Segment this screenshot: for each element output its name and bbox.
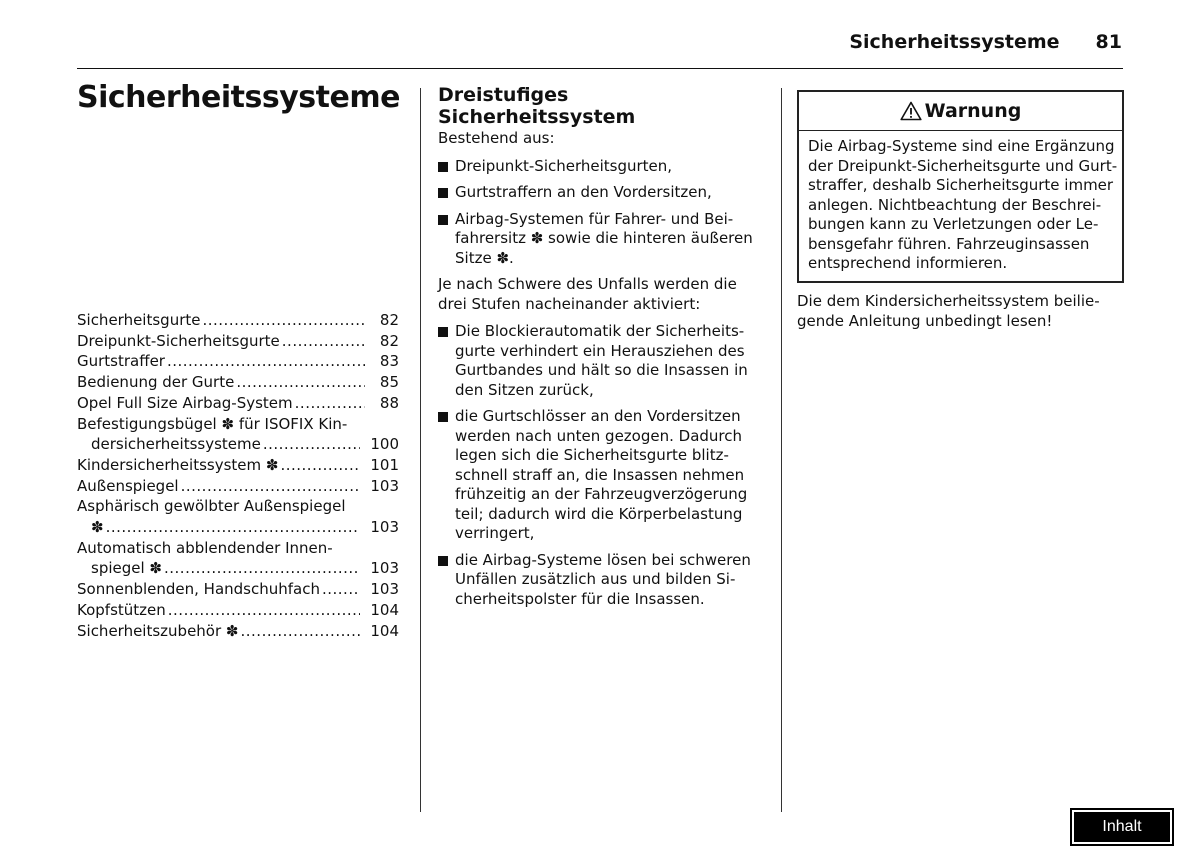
toc-entry-text: Sonnenblenden, Handschuhfach [77,580,320,599]
toc-page-number: 103 [370,476,399,495]
toc-page-number: 88 [379,393,399,412]
toc-entry-text: Sicherheitszubehör ✽ [77,621,239,640]
note-text-line: Die dem Kindersicherheitssystem beilie- [797,292,1100,310]
list-item [438,551,758,610]
warning-box [797,90,1124,283]
toc-entry[interactable] [77,476,399,497]
toc-entry-text: Außenspiegel [77,476,179,495]
toc-entry-text: Opel Full Size Airbag-System [77,393,293,412]
toc-line [77,351,399,372]
toc-entry-text: ✽ [91,518,104,537]
list-item-text: Airbag-Systemen für Fahrer- und Bei- [455,209,734,228]
toc-leader-dots [106,517,361,538]
bullet-square-icon [438,327,448,337]
warning-text-line: anlegen. Nichtbeachtung der Beschrei- [808,195,1102,214]
toc-entry[interactable] [77,621,399,642]
toc-entry-text: Sicherheitsgurte [77,311,201,329]
toc-page-number: 104 [370,600,399,619]
toc-entry[interactable] [77,372,399,393]
list-item-text: werden nach unten gezogen. Dadurch [455,426,742,445]
section-heading: Dreistufiges Sicherheitssystem [438,84,636,128]
list-item-text: legen sich die Sicherheitsgurte blitz- [455,446,729,464]
bullet-square-icon [438,412,448,422]
toc-page-number: 83 [379,352,399,371]
warning-text-line: der Dreipunkt-Sicherheitsgurte und Gurt- [808,156,1118,175]
inhalt-button-label: Inhalt [1102,818,1142,835]
stage-list [438,322,758,609]
inhalt-button[interactable] [1070,808,1174,846]
toc-leader-dots [322,579,360,600]
toc-line [77,558,399,579]
toc-page-number: 104 [370,621,399,640]
toc-page-number: 101 [370,455,399,474]
toc-page-number: 103 [370,518,399,537]
stages-intro-line: Je nach Schwere des Unfalls werden die [438,275,737,293]
toc-leader-dots [202,310,365,331]
toc-leader-dots [282,331,365,352]
column-divider [781,88,782,812]
list-item-text: fahrersitz ✽ sowie die hinteren äußeren [455,229,753,247]
list-item-text: Sitze ✽. [455,248,514,267]
toc-entry[interactable] [77,455,399,476]
section-column [438,84,758,616]
toc-entry-text: Asphärisch gewölbter Außenspiegel [77,497,346,516]
warning-text-line: Die Airbag-Systeme sind eine Ergänzung [808,137,1115,155]
toc-page-number: 103 [370,559,399,578]
toc-entry-text: Befestigungsbügel ✽ für ISOFIX Kin- [77,414,348,433]
toc-leader-dots [164,558,360,579]
stages-intro-line: drei Stufen nacheinander aktiviert: [438,294,701,313]
toc-line [77,434,399,455]
toc-entry-text: Automatisch abblendender Innen- [77,538,333,557]
list-item-text: den Sitzen zurück, [455,380,594,399]
toc-line [77,331,399,352]
list-item [438,210,758,269]
toc-entry[interactable] [77,579,399,600]
toc-entry[interactable] [77,310,399,331]
toc-leader-dots [236,372,365,393]
toc-line [77,476,399,497]
toc-page-number: 103 [370,580,399,599]
toc-entry-text: Bedienung der Gurte [77,373,235,392]
toc-line [77,517,399,538]
column-divider [420,88,421,812]
toc-line [77,579,399,600]
list-item-text: cherheitspolster für die Insassen. [455,589,705,608]
list-item-text: frühzeitig an der Fahrzeugverzögerung [455,485,748,503]
list-item [438,407,758,544]
toc-entry[interactable] [77,496,399,537]
toc-line [77,621,399,642]
list-item-text: schnell straff an, die Insassen nehmen [455,465,745,484]
list-item [438,322,758,400]
toc-entry[interactable] [77,331,399,352]
warning-title: Warnung [924,100,1022,122]
toc-entry-text: Dreipunkt-Sicherheitsgurte [77,331,280,350]
toc-entry-text: spiegel ✽ [91,559,162,578]
warning-triangle-icon [900,101,922,121]
toc-leader-dots [280,455,360,476]
running-header-title: Sicherheitssysteme [849,31,1060,53]
page-number: 81 [1095,31,1122,53]
warning-header [799,92,1122,131]
toc-leader-dots [168,600,361,621]
toc-leader-dots [167,351,365,372]
toc-entry[interactable] [77,393,399,414]
list-item-text: Gurtbandes und hält so die Insassen in [455,361,748,379]
list-item-text: Gurtstraffern an den Vordersitzen, [455,183,712,201]
toc-entry-text: dersicherheitssysteme [91,435,261,454]
toc-page-number: 82 [379,331,399,350]
toc-line [77,393,399,414]
bullet-square-icon [438,556,448,566]
bullet-square-icon [438,188,448,198]
list-item-text: teil; dadurch wird die Körperbelastung [455,504,743,523]
warning-text-line: entsprechend informieren. [808,254,1008,272]
toc-line [77,372,399,393]
list-item-text: verringert, [455,524,535,542]
toc-entry[interactable] [77,414,399,455]
toc-page-number: 85 [379,373,399,392]
note-text [797,292,1127,331]
toc-line [77,310,399,331]
list-item-text: die Airbag-Systeme lösen bei schweren [455,550,751,569]
toc-entry[interactable] [77,351,399,372]
list-item-text: Dreipunkt-Sicherheitsgurten, [455,156,673,175]
toc-page-number: 82 [379,311,399,329]
toc-page-number: 100 [370,435,399,454]
toc-leader-dots [241,621,361,642]
toc-line [77,455,399,476]
list-item-text: gurte verhindert ein Herausziehen des [455,341,745,360]
section-intro: Bestehend aus: [438,129,555,147]
toc-leader-dots [181,476,361,497]
component-list [438,157,758,269]
list-item [438,157,758,177]
list-item-text: Unfällen zusätzlich aus und bilden Si- [455,570,736,588]
toc-entry-text: Kindersicherheitssystem ✽ [77,455,279,474]
list-item [438,183,758,203]
toc-entry-text: Kopfstützen [77,600,166,619]
list-item-text: die Gurtschlösser an den Vordersitzen [455,407,741,425]
bullet-square-icon [438,162,448,172]
header-rule [77,68,1123,69]
toc-entry-text: Gurtstraffer [77,352,165,371]
running-header [849,31,1122,53]
warning-text-line: straffer, deshalb Sicherheitsgurte immer [808,176,1114,194]
note-text-line: gende Anleitung unbedingt lesen! [797,311,1053,330]
toc-entry[interactable] [77,538,399,579]
toc-entry[interactable] [77,600,399,621]
warning-text [799,131,1122,274]
stages-intro [438,275,758,314]
toc-leader-dots [295,393,365,414]
table-of-contents [77,310,399,641]
bullet-square-icon [438,215,448,225]
warning-text-line: bensgefahr führen. Fahrzeuginsassen [808,234,1090,253]
warning-text-line: bungen kann zu Verletzungen oder Le- [808,215,1099,233]
list-item-text: Die Blockierautomatik der Sicherheits- [455,322,745,340]
toc-line [77,600,399,621]
toc-leader-dots [263,434,361,455]
page-title: Sicherheitssysteme [77,80,400,115]
